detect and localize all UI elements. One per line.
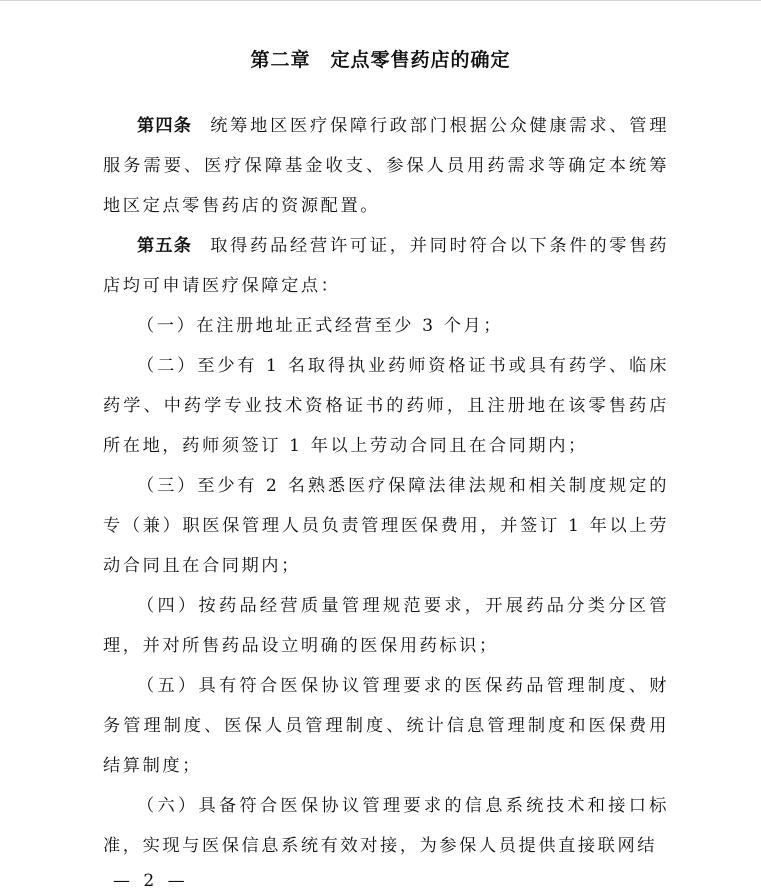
article-5-paragraph: [103, 226, 669, 306]
article-4-paragraph: [103, 106, 669, 226]
page-number: — 2 —: [113, 871, 189, 891]
chapter-title: 第二章 定点零售药店的确定: [250, 49, 511, 71]
list-item-2: （二）至少有 1 名取得执业药师资格证书或具有药学、临床药学、中药学专业技术资格证书的药师，且注册地在该零售药店所在地，药师须签订 1 年以上劳动合同且在合同期内；: [103, 356, 669, 456]
list-item-1: （一）在注册地址正式经营至少 3 个月；: [137, 316, 504, 336]
article-4-text: 统筹地区医疗保障行政部门根据公众健康需求、管理服务需要、医疗保障基金收支、参保人员用药需求等确定本统筹地区定点零售药店的资源配置。: [103, 116, 669, 216]
top-border-line: [0, 0, 761, 1]
article-5-label: 第五条: [137, 236, 193, 256]
list-item-3: （三）至少有 2 名熟悉医疗保障法律法规和相关制度规定的专（兼）职医保管理人员负责管理医保费用，并签订 1 年以上劳动合同且在合同期内；: [103, 476, 669, 576]
list-item-5: （五）具有符合医保协议管理要求的医保药品管理制度、财务管理制度、医保人员管理制度、统计信息管理制度和医保费用结算制度；: [103, 676, 669, 776]
article-4-label: 第四条: [137, 116, 193, 136]
list-item-6: （六）具备符合医保协议管理要求的信息系统技术和接口标准，实现与医保信息系统有效对接，为参保人员提供直接联网结: [103, 796, 669, 856]
list-item-4: （四）按药品经营质量管理规范要求，开展药品分类分区管理，并对所售药品设立明确的医保用药标识；: [103, 596, 669, 656]
article-5-text: 取得药品经营许可证，并同时符合以下条件的零售药店均可申请医疗保障定点：: [103, 236, 669, 296]
